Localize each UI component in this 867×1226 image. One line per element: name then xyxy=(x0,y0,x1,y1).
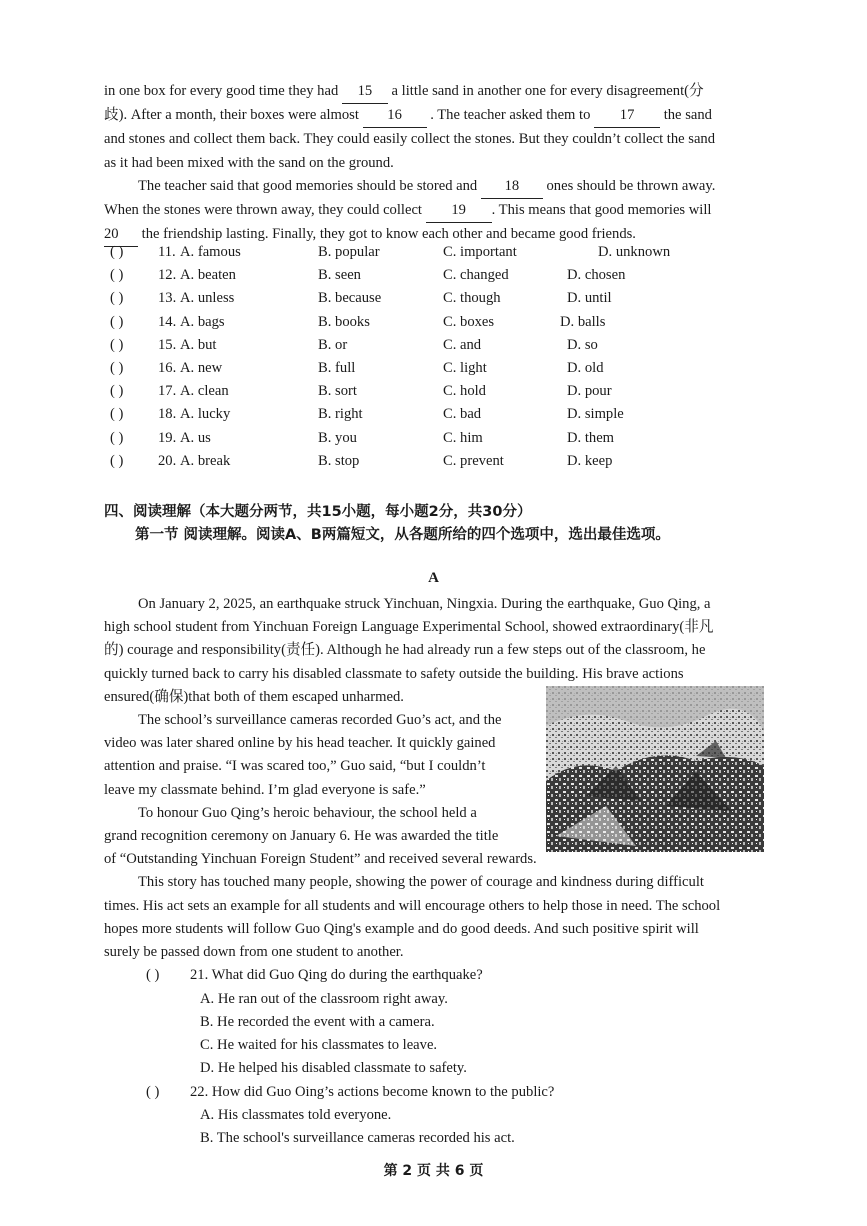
passage-line: hopes more students will follow Guo Qing's example and do good deeds. And such positive spirit will xyxy=(104,920,699,937)
earthquake-photo xyxy=(546,686,764,852)
passage-line: times. His act sets an example for all students and will encourage others to help those in need. The school xyxy=(104,897,721,914)
answer-paren[interactable]: ( ) xyxy=(110,383,124,399)
passage-line: 歧). After a month, their boxes were almost 16 . The teacher asked them to 17 the sand xyxy=(104,104,766,128)
blank-18: 18 xyxy=(481,175,543,199)
answer-paren[interactable]: ( ) xyxy=(110,290,124,306)
passage-line: grand recognition ceremony on January 6. He was awarded the title xyxy=(104,828,499,845)
passage-line: On January 2, 2025, an earthquake struck Yinchuan, Ningxia. During the earthquake, Guo Qing, a xyxy=(138,596,711,612)
answer-paren[interactable]: ( ) xyxy=(146,1084,160,1100)
passage-line: This story has touched many people, showing the power of courage and kindness during difficult xyxy=(138,874,704,891)
blank-15: 15 xyxy=(342,80,388,104)
option-text: C. He waited for his classmates to leave. xyxy=(200,1037,438,1053)
passage-line: surely be passed down from one student to another. xyxy=(104,944,404,961)
passage-line: as it had been mixed with the sand on the ground. xyxy=(104,154,394,171)
option-text: B. He recorded the event with a camera. xyxy=(200,1014,435,1030)
section-title: 四、阅读理解（本大题分两节，共15小题，每小题2分，共30分） xyxy=(104,504,532,520)
passage-line: high school student from Yinchuan Foreign Language Experimental School, showed extraordinary(非凡 xyxy=(104,619,714,636)
answer-paren[interactable]: ( ) xyxy=(110,244,124,260)
passage-line: ensured(确保)that both of them escaped unharmed. xyxy=(104,688,404,705)
answer-paren[interactable]: ( ) xyxy=(110,453,124,469)
answer-paren[interactable]: ( ) xyxy=(146,967,160,983)
answer-paren[interactable]: ( ) xyxy=(110,360,124,376)
answer-paren[interactable]: ( ) xyxy=(110,337,124,353)
passage-line: video was later shared online by his head teacher. It quickly gained xyxy=(104,735,496,752)
answer-paren[interactable]: ( ) xyxy=(110,406,124,422)
passage-line: quickly turned back to carry his disabled classmate to safety outside the building. His brave actions xyxy=(104,665,684,682)
passage-line: 的) courage and responsibility(责任). Although he had already run a few steps out of the classroom, he xyxy=(104,642,706,659)
section-subtitle: 第一节 阅读理解。阅读A、B两篇短文，从各题所给的四个选项中，选出最佳选项。 xyxy=(135,527,670,543)
passage-line: and stones and collect them back. They could easily collect the stones. But they couldn’t collect the sand xyxy=(104,131,716,148)
answer-paren[interactable]: ( ) xyxy=(110,267,124,283)
page-number: 第 2 页 共 6 页 xyxy=(383,1163,484,1179)
passage-line: When the stones were thrown away, they could collect 19 . This means that good memories will xyxy=(104,199,766,223)
passage-line: of “Outstanding Yinchuan Foreign Student” and received several rewards. xyxy=(104,851,537,868)
option-text: D. He helped his disabled classmate to safety. xyxy=(200,1060,467,1076)
option-text: A. His classmates told everyone. xyxy=(200,1107,392,1123)
answer-paren[interactable]: ( ) xyxy=(110,430,124,446)
blank-19: 19 xyxy=(426,199,492,223)
blank-20: 20 xyxy=(104,223,138,247)
passage-line: To honour Guo Qing’s heroic behaviour, the school held a xyxy=(138,804,477,821)
exam-page: in one box for every good time they had 15 a little sand in another one for every disagreement(分 歧). After a month, their boxes were almost 16 . The teacher asked them to 17 the sand and stones and collect them back. They could easily collect the stones. But they couldn’t collect the sand as it had been mixed with the sand on the ground. The teacher said that good memories should be stored and 18 ones should be thrown away. When the stones were thrown away, they could collect 19 . This means that good memories will 20 the friendship lasting. Finally, they got to know each other and became good friends. ( ) 11. A. famous B. popular C. important D. unknown ( ) 12. A. beaten B. seen C. changed D. chosen ( ) 13. A. unless B. because C. though D. until ( ) 14. A. bags B. books C. boxes D. balls ( ) 15. A. but B. or C. and D. so ( ) 16. A. new B. full C. light D. old ( ) 17. A. clean B. sort C. hold D. pour ( ) 18. A. lucky B. right C. bad D. simple ( ) 19. A. us B. you C. him D. them ( ) 20. A. break B. stop C. prevent D. keep 四、阅读理解（本大题分两节，共15小题，每小题2分，共30分） 第一节 阅读理解。阅读A、B两篇短文，从各题所给的四个选项中，选出最佳选项。 A On January 2, 2025, an earthquake struck Yinchuan, Ningxia. During the earthquake, Guo Qing, a high school student from Yinchuan Foreign Language Experimental School, showed extraordinary(非凡 的) courage and responsibility(责任). Although he had already run a few steps out of the classroom, he quickly turned back to carry his disabled classmate to safety outside the building. His brave actions ensured(确保)that both of them escaped unharmed. The school’s surveillance cameras recorded Guo’s act, and the video was later shared online by his head teacher. It quickly gained attention and praise. “I was scared too,” Guo said, “but I couldn’t leave my classmate behind. I’m glad everyone is safe.” To honour Guo Qing’s heroic behaviour, the school held a grand recognition ceremony on January 6. He was awarded the title of “Outstanding Yinchuan Foreign Student” and received several rewards. This story has touched many people, showing the power of courage and kindness during difficult times. His act sets an example for all students and will encourage others to help those in need. The school hopes more students will follow Guo Qing's example and do good deeds. And such positive spirit will surely be passed down from one student to another. ( ) 21. What did Guo Qing do during the earthquake? A. He ran out of the classroom right away. B. He recorded the event with a camera. C. He waited for his classmates to leave. D. He helped his disabled classmate to safety. ( ) 22. How did Guo Oing’s actions become known to the public? A. His classmates told everyone. B. The school's surveillance cameras recorded his act. 第 2 页 共 6 页 xyxy=(0,0,867,1226)
option-text: B. The school's surveillance cameras recorded his act. xyxy=(200,1130,515,1146)
blank-16: 16 xyxy=(363,104,427,128)
option-text: A. He ran out of the classroom right away. xyxy=(200,991,448,1007)
passage-line: The teacher said that good memories should be stored and 18 ones should be thrown away. xyxy=(104,175,766,199)
passage-line: in one box for every good time they had 15 a little sand in another one for every disagreement(分 xyxy=(104,80,766,104)
passage-line: leave my classmate behind. I’m glad everyone is safe.” xyxy=(104,781,426,798)
answer-paren[interactable]: ( ) xyxy=(110,314,124,330)
passage-line: attention and praise. “I was scared too,” Guo said, “but I couldn’t xyxy=(104,758,486,775)
cloze-passage xyxy=(104,80,766,247)
blank-17: 17 xyxy=(594,104,660,128)
passage-label: A xyxy=(428,570,439,586)
passage-line: 20 the friendship lasting. Finally, they got to know each other and became good friends. xyxy=(104,223,766,247)
passage-line: The school’s surveillance cameras recorded Guo’s act, and the xyxy=(138,712,502,729)
